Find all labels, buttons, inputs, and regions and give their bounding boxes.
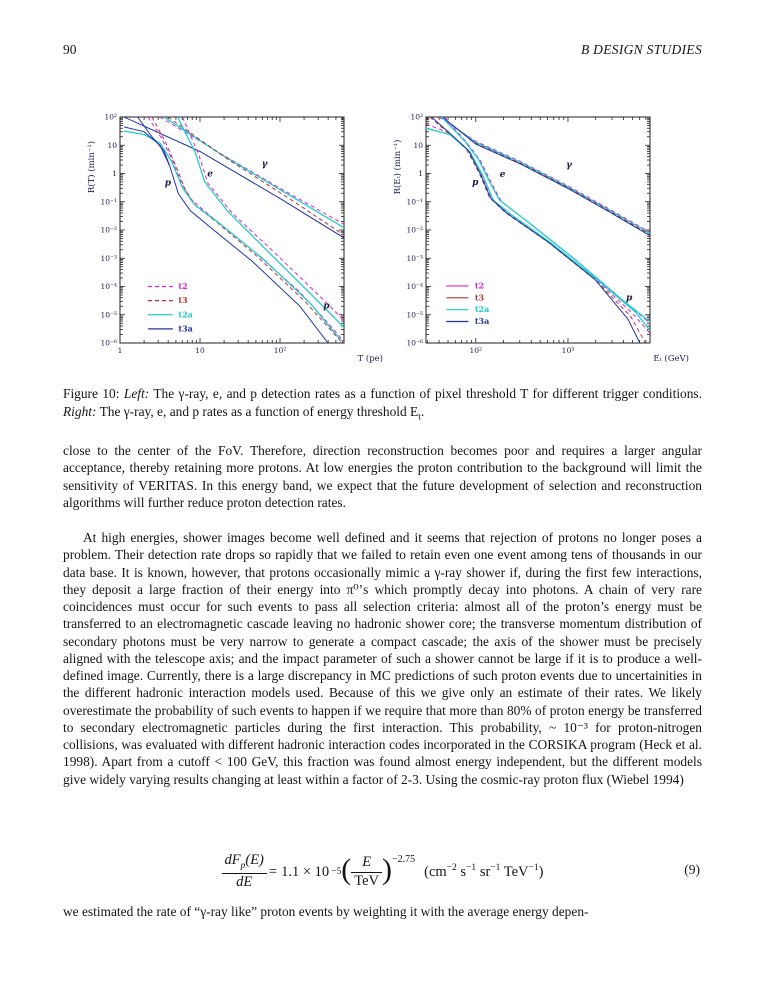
paragraph-2: At high energies, shower images become well defined and it seems that rejection of protons no longer poses a problem. Their detection rate drops so rapidly that we failed to retain even one event among tens of thousands in our data base. It is known, however, that protons occasionally mimic a γ-ray shower if, during the first few interactions, they deposit a large fraction of their energy into π⁰’s which promptly decay into photons. A chain of very rare coincidences must occur for such events to pass all selection criteria: almost all of the proton’s energy must be transferred to an electromagnetic cascade leaving no hadronic shower core; the transverse momentum distribution of secondary photons must be very narrow to generate a compact cascade; the axis of the shower must be precisely aligned with the telescope axis; and the impact parameter of such a shower cannot be large if it is to produce a well-defined image. Currently, there is a large discrepancy in MC predictions of such proton events due to uncertainities in the different hadronic interaction models used. Because of this we give only an estimate of their rates. We likely overestimate the probability of such events to happen if we require that more than 80% of proton energy be transferred to secondary electromagnetic particles during the first interaction. This probability, ~ 10⁻³ for proton-nitrogen collisions, was evaluated with different hadronic interaction codes incorporated in the CORSIKA program (Heck et al. 1998). Apart from a cutoff < 100 GeV, this fraction was found almost energy independent, but the different models give widely varying results changing at least within a factor of 2-3. Using the cosmic-ray proton flux (Wiebel 1994) [63, 530, 702, 787]
svg-text:1: 1 [117, 346, 123, 355]
eq-unit-cm: (cm [424, 863, 447, 880]
svg-text:1: 1 [418, 169, 423, 178]
svg-text:γ: γ [261, 159, 268, 170]
equation-lhs-fraction [222, 853, 267, 890]
svg-text:t2: t2 [474, 280, 485, 291]
svg-text:t3a: t3a [178, 323, 193, 334]
caption-left-text: The γ-ray, e, and p detection rates as a function of pixel threshold T for different trigger conditions. [149, 386, 702, 401]
page-header [63, 42, 702, 58]
running-head: B DESIGN STUDIES [580, 42, 702, 57]
svg-text:10⁻²: 10⁻² [406, 225, 423, 235]
svg-text:1: 1 [112, 169, 117, 178]
eq-unit-tev: TeV [500, 863, 529, 880]
figure10-right-plot [391, 100, 691, 365]
caption-right-text: The γ-ray, e, and p rates as a function of energy threshold E [96, 403, 419, 419]
svg-text:γ: γ [566, 160, 573, 171]
svg-text:10⁻⁶: 10⁻⁶ [406, 338, 423, 348]
svg-text:t3a: t3a [474, 316, 490, 327]
svg-text:10⁻⁵: 10⁻⁵ [100, 310, 117, 320]
eq-unit-close: ) [538, 863, 544, 880]
caption-period: . [420, 403, 425, 419]
eq-units [424, 863, 543, 881]
svg-text:10⁻¹: 10⁻¹ [100, 197, 117, 207]
svg-text:p: p [323, 301, 330, 312]
svg-text:10²: 10² [410, 112, 423, 122]
svg-text:10: 10 [195, 346, 205, 355]
figure10-left-plot [85, 100, 385, 365]
caption-prefix: Figure 10: [63, 386, 124, 401]
caption-right-label: Right: [63, 403, 97, 419]
svg-text:R(T) (min⁻¹): R(T) (min⁻¹) [87, 140, 97, 194]
svg-text:10⁻⁴: 10⁻⁴ [100, 282, 117, 291]
eq-unit-tev-exp: −1 [528, 863, 539, 874]
svg-text:10²: 10² [104, 112, 117, 122]
svg-text:10²: 10² [273, 346, 287, 355]
svg-text:t2a: t2a [474, 304, 490, 315]
figure10 [85, 100, 697, 368]
svg-text:10: 10 [413, 140, 423, 150]
svg-text:10⁻²: 10⁻² [100, 225, 117, 235]
svg-text:T (pe): T (pe) [357, 354, 383, 364]
eq-equals: = [268, 863, 278, 880]
eq-unit-sr: sr [476, 863, 491, 880]
svg-text:e: e [499, 169, 506, 180]
svg-text:10⁻⁶: 10⁻⁶ [100, 338, 117, 348]
svg-text:R(Eₜ) (min⁻¹): R(Eₜ) (min⁻¹) [393, 139, 403, 195]
svg-text:10³: 10³ [561, 346, 575, 355]
svg-text:t2a: t2a [178, 309, 193, 320]
caption-left-label: Left: [123, 386, 150, 401]
paragraph-3: we estimated the rate of “γ-ray like” proton events by weighting it with the average energy depen- [63, 904, 589, 919]
eq-unit-s: s [456, 863, 467, 880]
equation-9: $\frac{dF_p(E)}{dE}$ = 1.1 × 10 −5 ( $\frac{E}{\text{TeV}}$ ) −2.75 ($cm^{-2}$ $s^{-1}$ $sr^{-1}$ TeV$^{-1}$) (9) [63, 846, 702, 898]
eq-E-over-TeV [351, 855, 382, 888]
eq-power: −2.75 [392, 853, 416, 865]
eq-coefficient: 1.1 × 10 [281, 863, 330, 880]
svg-text:Eₜ (GeV): Eₜ (GeV) [653, 354, 689, 364]
svg-text:10⁻¹: 10⁻¹ [406, 197, 423, 207]
eq-num-dF: dF [224, 852, 241, 869]
eq-unit-cm-exp: −2 [446, 863, 457, 874]
svg-text:t3: t3 [474, 292, 485, 303]
figure10-caption [63, 385, 702, 427]
svg-text:p: p [626, 293, 633, 304]
svg-text:p: p [164, 178, 172, 189]
eq-unit-sr-exp: −1 [490, 863, 501, 874]
svg-text:10: 10 [107, 140, 117, 150]
eq-num-E: (E) [245, 852, 264, 869]
svg-text:e: e [207, 169, 213, 180]
eq-inner-den: TeV [354, 872, 379, 889]
svg-text:10⁻⁴: 10⁻⁴ [406, 282, 423, 291]
eq-num-sub-p: p [240, 861, 246, 872]
svg-text:p: p [472, 177, 479, 188]
svg-text:10²: 10² [469, 346, 483, 355]
eq-inner-num: E [351, 855, 382, 872]
equation-number: (9) [684, 862, 700, 877]
svg-text:10⁻⁵: 10⁻⁵ [406, 310, 423, 320]
svg-text:10⁻³: 10⁻³ [100, 253, 117, 263]
paragraph-1: close to the center of the FoV. Therefore, direction reconstruction becomes poor and requires a larger angular acceptance, thereby retaining more protons. At low energies the proton contribution to the background will limit the sensitivity of VERITAS. In this energy band, we expect that the future development of selection and reconstruction algorithms will further reduce proton detection rates. [63, 443, 702, 510]
eq-coeff-exponent: −5 [331, 867, 342, 877]
svg-text:t3: t3 [178, 295, 188, 306]
eq-den-dE: dE [236, 874, 253, 891]
eq-unit-s-exp: −1 [466, 863, 477, 874]
page-number: 90 [63, 42, 77, 57]
caption-e-sub: t [418, 412, 421, 423]
svg-text:10⁻³: 10⁻³ [406, 253, 423, 263]
svg-text:t2: t2 [178, 281, 188, 291]
